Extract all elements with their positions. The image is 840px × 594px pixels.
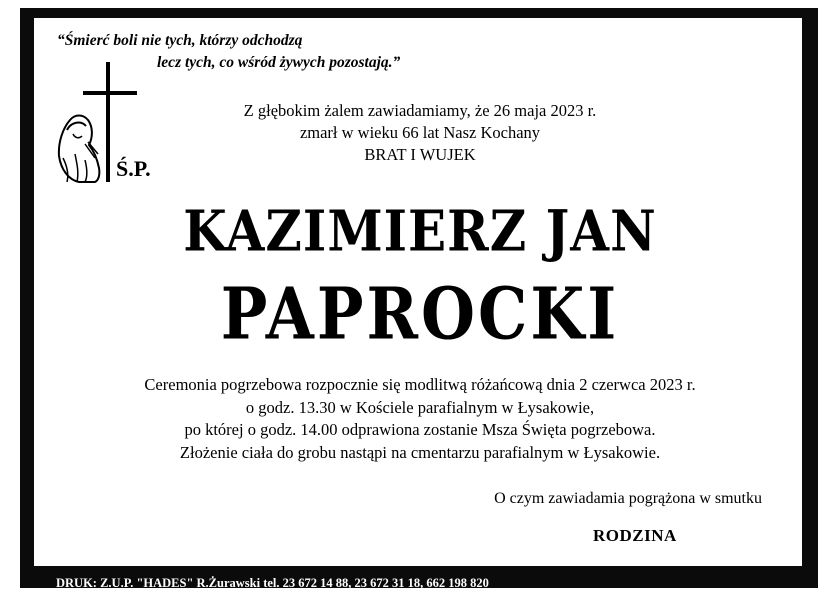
motto-line-1: “Śmierć boli nie tych, którzy odchodzą [57, 32, 303, 49]
motto-line-2: lecz tych, co wśród żywych pozostają.” [157, 54, 401, 71]
ceremony-line-4: Złożenie ciała do grobu nastąpi na cmentarzu parafialnym w Łysakowie. [179, 442, 661, 462]
ceremony-line-3: po której o godz. 14.00 odprawiona zostanie Msza Święta pogrzebowa. [184, 420, 656, 439]
announcement-line-3: BRAT I WUJEK [364, 145, 476, 164]
prefix-label: Ś.P. [116, 156, 151, 181]
announcement-line-2: zmarł w wieku 66 lat Nasz Kochany [299, 123, 541, 142]
closing-text: O czym zawiadamia pogrążona w smutku [494, 490, 762, 507]
ceremony-line-1: Ceremonia pogrzebowa rozpocznie się modlitwą różańcową dnia 2 czerwca 2023 r. [144, 375, 696, 394]
ceremony-details [60, 374, 780, 464]
announcement-line-1: Z głębokim żalem zawiadamiamy, że 26 maja 2023 r. [243, 101, 597, 120]
deceased-first-names: KAZIMIERZ JAN [183, 198, 657, 265]
printer-footer: DRUK: Z.U.P. "HADES" R.Żurawski tel. 23 672 14 88, 23 672 31 18, 662 198 820 [56, 576, 489, 590]
ceremony-line-2: o godz. 13.30 w Kościele parafialnym w Łysakowie, [245, 397, 595, 417]
family-signature: RODZINA [593, 526, 677, 545]
deceased-surname: PAPROCKI [220, 272, 620, 356]
announcement [150, 100, 690, 166]
